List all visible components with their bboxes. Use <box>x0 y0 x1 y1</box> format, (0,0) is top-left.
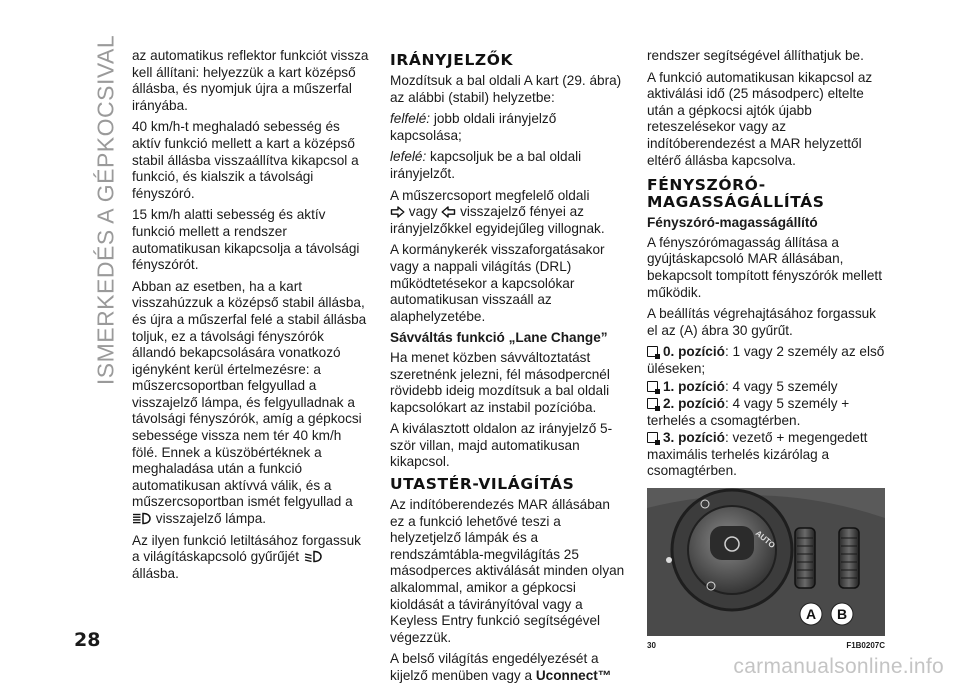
list-item: 2. pozíció: 4 vagy 5 személy + terhelés a csomagtérben. <box>647 396 850 428</box>
paragraph: 40 km/h-t meghaladó sebesség és aktív funkció mellett a kart a középső stabil állásba visszaállítva kikapcsol a funkció, és kialszik a távolsági fényszóró. <box>132 119 359 201</box>
list-item: 0. pozíció: 1 vagy 2 személy az első üléseken; <box>647 344 885 376</box>
paragraph: A műszercsoport megfelelő oldali vagy visszajelző fényei az irányjelzőkkel egyidejűleg villognak. <box>390 187 605 236</box>
paragraph: A kormánykerék visszaforgatásakor vagy a nappali világítás (DRL) működtetésekor a kapcsolókar automatikusan visszaáll az alaphelyzetébe. <box>390 242 605 324</box>
section-side-tab <box>86 34 126 386</box>
light-switch-illustration <box>647 488 885 636</box>
figure-code: F1B0207C <box>846 641 885 651</box>
low-beam-icon <box>303 550 323 563</box>
paragraph: az automatikus reflektor funkciót vissza kell állítani: helyezzük a kart középső állásba, és nyomjuk újra a műszerfal irányába. <box>132 48 369 113</box>
paragraph: A beállítás végrehajtásához forgassuk el az (A) ábra 30 gyűrűt. <box>647 306 876 338</box>
column-2 <box>390 48 628 690</box>
section-title: ISMERKEDÉS A GÉPKOCSIVAL <box>92 34 119 386</box>
column-3 <box>647 48 885 655</box>
subheading: Fényszóró-magasságállító <box>647 215 818 231</box>
auto-label: AUTO <box>753 528 777 551</box>
paragraph: A kiválasztott oldalon az irányjelző 5-ször villan, majd automatikusan kikapcsol. <box>390 421 613 470</box>
page-number: 28 <box>74 629 101 651</box>
left-arrow-icon <box>441 206 456 218</box>
figure-caption <box>647 638 885 655</box>
callout-b: B <box>836 606 848 623</box>
section-heading: IRÁNYJELZŐK <box>390 51 514 69</box>
paragraph: Az indítóberendezés MAR állásában ez a funkció lehetővé teszi a helyzetjelző lámpák és a rendszámtábla-megvilágítás 25 másodperces aktiválását minden olyan alkalommal, amikor a gépkocsi kioldását a távirányítóval vagy a Keyless Entry funkció segítségével végezzük. <box>390 497 625 645</box>
bullet-icon <box>647 381 658 392</box>
list-item: 1. pozíció: 4 vagy 5 személy <box>647 379 885 396</box>
paragraph: Mozdítsuk a bal oldali A kart (29. ábra) az alábbi (stabil) helyzetbe: <box>390 73 622 105</box>
bullet-icon <box>647 346 658 357</box>
right-arrow-icon <box>390 206 405 218</box>
paragraph: A funkció automatikusan kikapcsol az aktiválási idő (25 másodperc) eltelte után a gépkocsi ajtók újabb reteszelésekor vagy az indítóberendezést a MAR helyzettől eltérő állásba kapcsolva. <box>647 69 873 168</box>
paragraph: lefelé: kapcsoljuk be a bal oldali irányjelzőt. <box>390 149 582 181</box>
paragraph: A fényszórómagasság állítása a gyújtáskapcsoló MAR állásában, bekapcsolt tompított fényszórók mellett működik. <box>647 234 882 300</box>
high-beam-icon <box>132 512 152 525</box>
list-item: 3. pozíció: vezető + megengedett maximális terhelés kizárólag a csomagtérben. <box>647 430 868 479</box>
subheading: Sávváltás funkció „Lane Change” <box>390 330 608 346</box>
paragraph: Az ilyen funkció letiltásához forgassuk a világításkapcsoló gyűrűjét állásba. <box>132 532 361 581</box>
column-1 <box>132 48 370 587</box>
paragraph: felfelé: jobb oldali irányjelző kapcsolása; <box>390 111 557 143</box>
bullet-icon <box>647 398 658 409</box>
bullet-icon <box>647 432 658 443</box>
watermark: carmanualsonline.info <box>733 655 944 678</box>
callout-a: A <box>805 606 817 623</box>
section-heading: FÉNYSZÓRÓ-MAGASSÁGÁLLÍTÁS <box>647 176 825 212</box>
light-switch-figure <box>647 488 885 636</box>
paragraph: 15 km/h alatti sebesség és aktív funkció mellett a rendszer automatikusan kikapcsolja a távolsági fényszórót. <box>132 207 360 273</box>
paragraph: A belső világítás engedélyezését a kijelző menüben vagy a Uconnect™ <box>390 651 612 683</box>
paragraph: rendszer segítségével állíthatjuk be. <box>647 48 864 63</box>
figure-number: 30 <box>647 641 656 651</box>
paragraph: Abban az esetben, ha a kart visszahúzzuk a középső stabil állásba, és újra a műszerfal felé a stabil állásba toljuk, ez a távolsági fényszórók állandó bekapcsolására vonatkozó igényként kerül értelmezésre: a műszercsoportban felgyullad a visszajelző lámpa, és felgyulladnak a távolsági fényszórók, amíg a gépkocsi sebessége vissza nem tér 40 km/h fölé. Ennek a küszöbértéknek a meghaladása után a funkció automatikusan aktívvá válik, és a műszercsoportban ismét felgyullad a visszajelző lámpa. <box>132 278 367 527</box>
section-heading: UTASTÉR-VILÁGÍTÁS <box>390 475 575 494</box>
paragraph: Ha menet közben sávváltoztatást szeretnénk jelezni, fél másodpercnél rövidebb ideig mozdítsuk a bal oldali kapcsolókart az instabil pozícióba. <box>390 349 610 415</box>
